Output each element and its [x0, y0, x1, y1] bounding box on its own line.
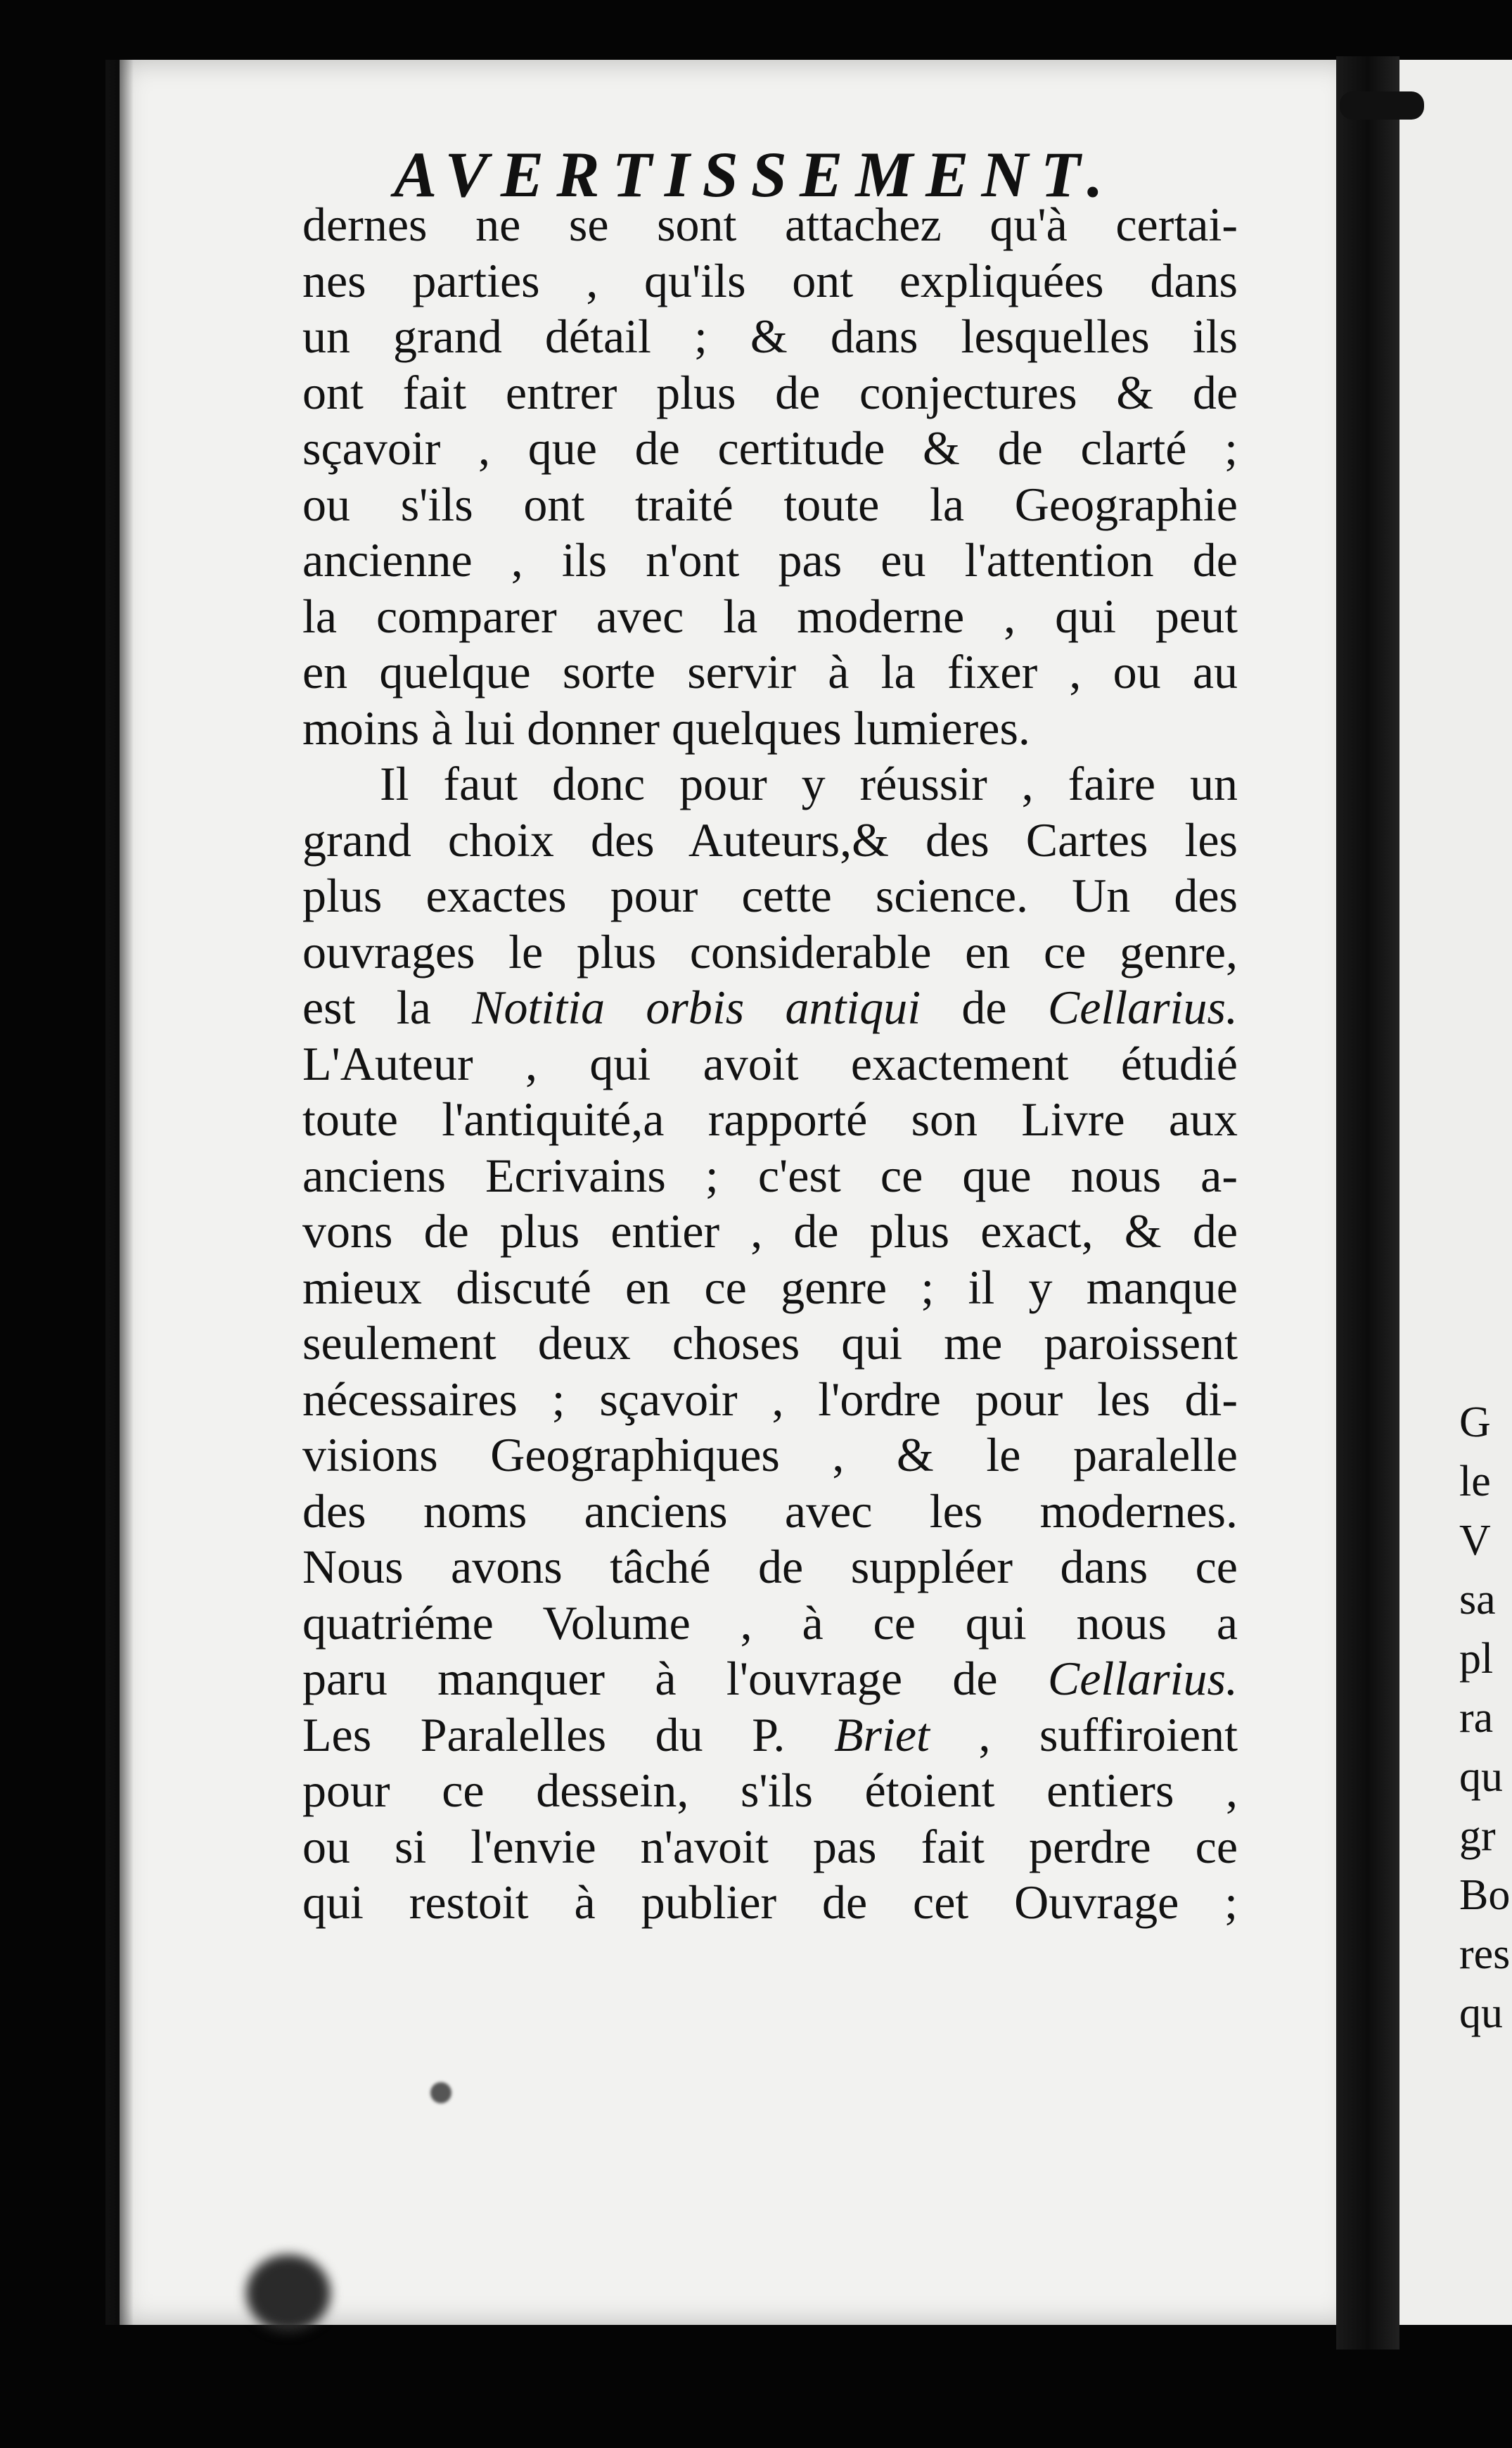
text-span: Les Paralelles du P.	[302, 1707, 834, 1761]
text-line: en quelque sorte servir à la fixer , ou au	[302, 645, 1238, 699]
gutter-binding-mark	[1340, 91, 1424, 120]
text-line: quatriéme Volume , à ce qui nous a	[302, 1595, 1238, 1650]
italic-author-name: Cellarius.	[1047, 981, 1238, 1034]
text-line: seulement deux choses qui me paroissent	[302, 1316, 1238, 1370]
text-line-with-italic-name	[302, 1651, 1238, 1707]
page-stain	[246, 2255, 331, 2332]
text-line: sçavoir , que de certitude & de clarté ;	[302, 421, 1238, 475]
italic-author-name: Briet	[833, 1707, 930, 1761]
text-line: Nous avons tâché de suppléer dans ce	[302, 1540, 1238, 1593]
text-line: des noms anciens avec les modernes.	[302, 1484, 1238, 1538]
paragraph-first-line: Il faut donc pour y réussir , faire un	[380, 757, 1238, 810]
text-line: anciens Ecrivains ; c'est ce que nous a-	[302, 1148, 1238, 1202]
ink-spot	[430, 2082, 451, 2103]
italic-author-name: Cellarius.	[1047, 1652, 1238, 1705]
text-line: nécessaires ; sçavoir , l'ordre pour les di-	[302, 1372, 1238, 1426]
text-line: ou s'ils ont traité toute la Geographie	[302, 477, 1238, 531]
text-line: mieux discuté en ce genre ; il y manque	[302, 1260, 1238, 1314]
text-line: plus exactes pour cette science. Un des	[302, 869, 1238, 922]
text-line: la comparer avec la moderne , qui peut	[302, 589, 1238, 643]
text-span: , suffiroient	[929, 1707, 1238, 1761]
text-line: dernes ne se sont attachez qu'à certai-	[302, 198, 1238, 251]
adjacent-page-text-fragment: G le V sa pl ra qu gr Bo res qu	[1459, 1398, 1511, 2037]
text-line: moins à lui donner quelques lumieres.	[302, 701, 1030, 755]
text-line: visions Geographiques , & le paralelle	[302, 1428, 1238, 1481]
text-line: ou si l'envie n'avoit pas fait perdre ce	[302, 1819, 1238, 1873]
text-line: ont fait entrer plus de conjectures & de	[302, 365, 1238, 419]
text-line: ouvrages le plus considerable en ce genre,	[302, 924, 1238, 978]
text-line: un grand détail ; & dans lesquelles ils	[302, 310, 1238, 363]
text-line: toute l'antiquité,a rapporté son Livre aux	[302, 1092, 1238, 1146]
text-span: de	[921, 981, 1048, 1034]
text-line: vons de plus entier , de plus exact, & de	[302, 1204, 1238, 1258]
page-left-edge-shadow	[105, 60, 134, 2325]
text-line: qui restoit à publier de cet Ouvrage ;	[302, 1875, 1238, 1929]
text-line: grand choix des Auteurs,& des Cartes les	[302, 812, 1238, 867]
text-line: ancienne , ils n'ont pas eu l'attention de	[302, 533, 1238, 587]
running-header: AVERTISSEMENT.	[394, 139, 1116, 210]
text-line-with-italic-name	[302, 1707, 1238, 1764]
book-gutter	[1336, 56, 1399, 2350]
text-span: est la	[302, 981, 473, 1034]
text-span: paru manquer à l'ouvrage de	[302, 1652, 1048, 1705]
text-line-with-italic-title	[302, 980, 1238, 1036]
page-body-text	[302, 197, 1238, 1931]
text-line: nes parties , qu'ils ont expliquées dans	[302, 253, 1238, 307]
italic-book-title: Notitia orbis antiqui	[472, 981, 921, 1034]
text-line: L'Auteur , qui avoit exactement étudié	[302, 1036, 1238, 1090]
text-line: pour ce dessein, s'ils étoient entiers ,	[302, 1764, 1238, 1817]
